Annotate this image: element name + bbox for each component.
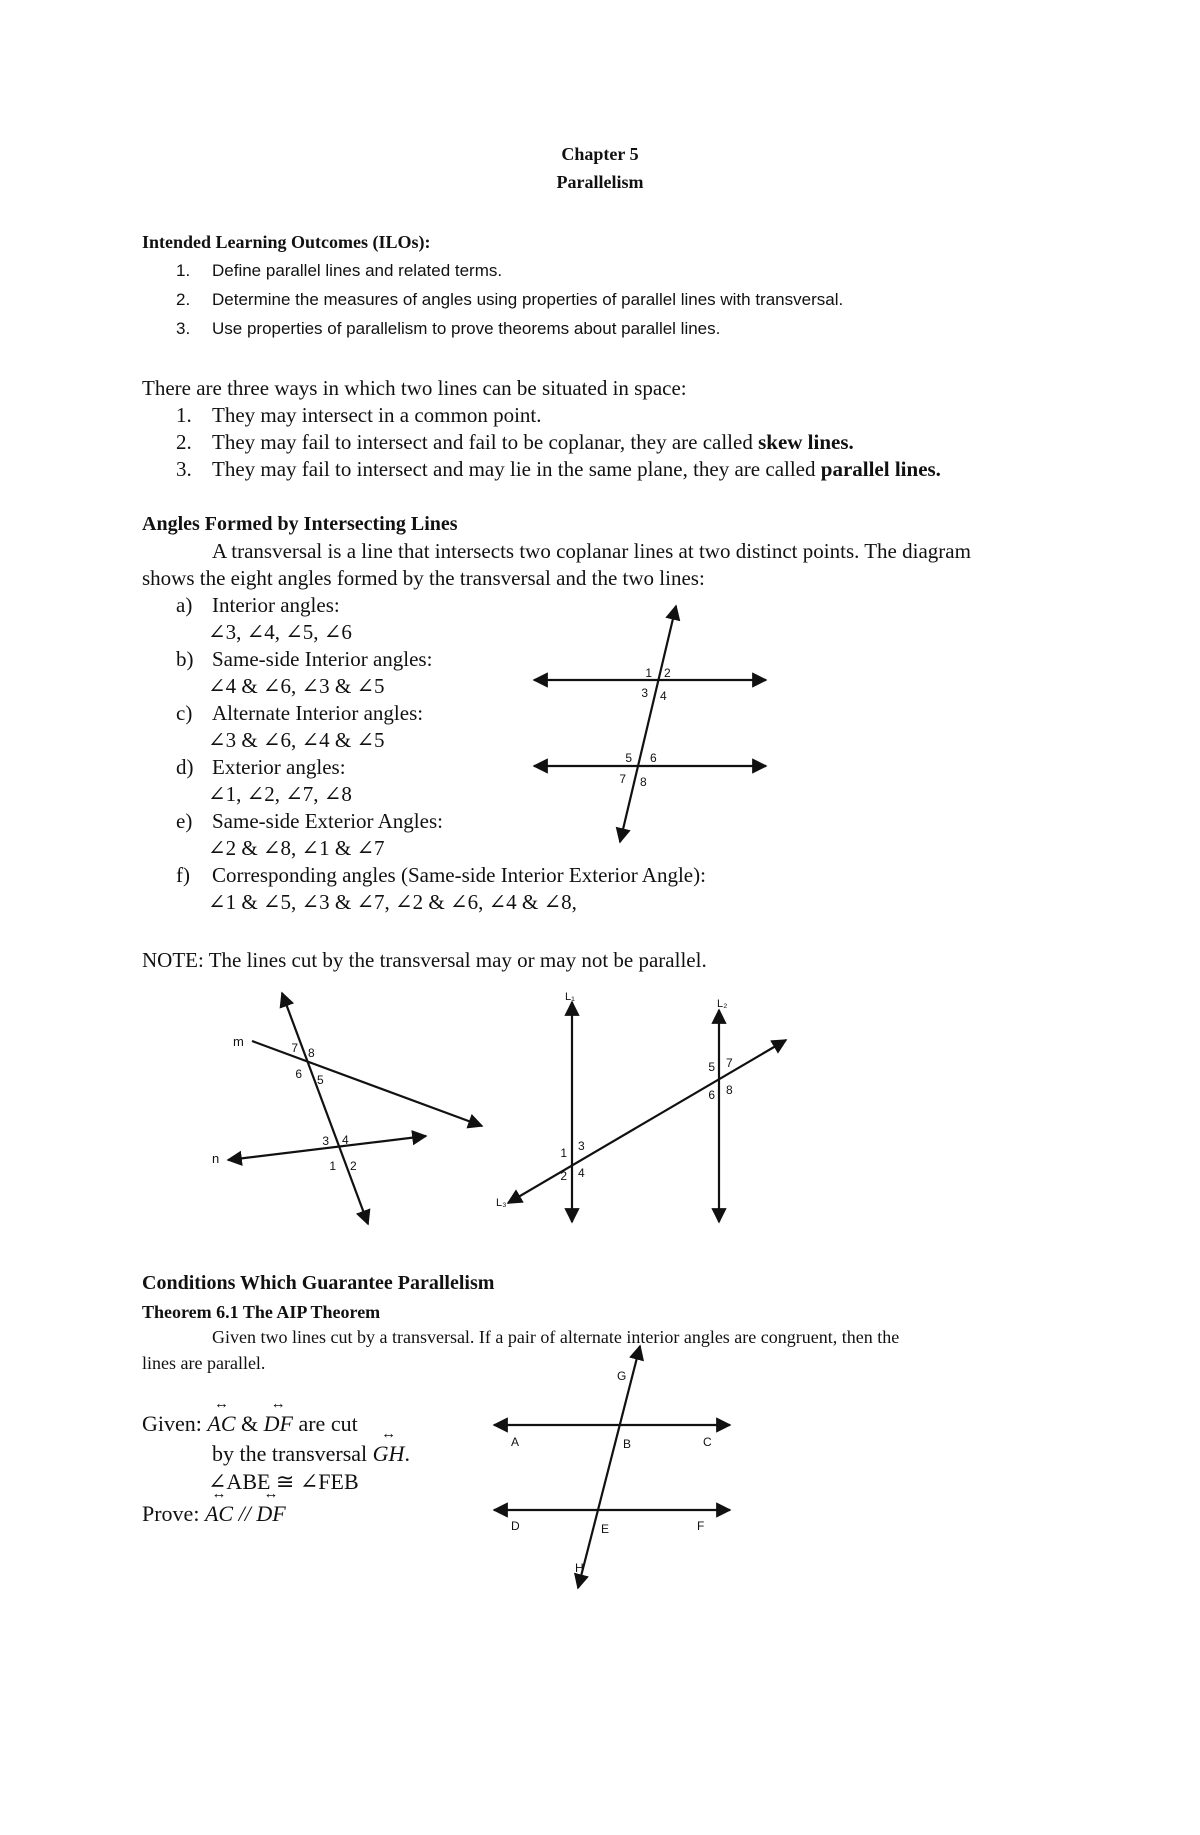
angle-label: 7: [619, 772, 626, 786]
line-ac: ↔ AC: [207, 1410, 235, 1438]
point-label: G: [617, 1369, 627, 1383]
chapter-title: Parallelism: [556, 172, 644, 192]
angle-item-value: ∠4 & ∠6, ∠3 & ∠5: [208, 674, 385, 698]
point-label: E: [601, 1522, 610, 1536]
angle-item-value: ∠2 & ∠8, ∠1 & ∠7: [208, 836, 385, 860]
line-label-n: n: [212, 1151, 220, 1166]
line-df: ↔ DF: [256, 1500, 285, 1528]
angle-item-label: Alternate Interior angles:: [212, 701, 424, 725]
theorem-statement-line: lines are parallel.: [142, 1353, 266, 1373]
ways-number: 3.: [176, 457, 192, 481]
prove-label: Prove:: [142, 1501, 205, 1526]
line-label-L3: L₃: [496, 1197, 507, 1209]
angle-label: 5: [625, 751, 632, 765]
point-label: D: [511, 1519, 520, 1533]
line-ac: ↔ AC: [205, 1500, 233, 1528]
ways-intro: There are three ways in which two lines can be situated in space:: [142, 376, 687, 400]
ilo-number: 1.: [176, 261, 191, 280]
angle-item-letter: a): [176, 593, 193, 617]
ways-item: They may intersect in a common point.: [212, 403, 542, 427]
angle-label: 6: [708, 1088, 715, 1102]
ways-item-text: They may fail to intersect and fail to be coplanar, they are called: [212, 430, 759, 454]
angle-label: 1: [560, 1146, 567, 1160]
angles-paragraph-line: A transversal is a line that intersects two coplanar lines at two distinct points. The diagram: [212, 539, 971, 563]
angles-heading: Angles Formed by Intersecting Lines: [142, 513, 458, 535]
angle-item-label: Same-side Interior angles:: [212, 647, 433, 671]
angle-label: 8: [640, 775, 647, 789]
are-cut-text: are cut: [292, 1411, 358, 1436]
angle-label: 2: [560, 1169, 567, 1183]
angle-item-label: Corresponding angles (Same-side Interior Exterior Angle):: [212, 863, 706, 887]
line-df: ↔ DF: [264, 1410, 293, 1438]
conditions-heading: Conditions Which Guarantee Parallelism: [142, 1272, 495, 1294]
angle-item-letter: d): [176, 755, 194, 779]
congruence-statement: ∠ABE ≅ ∠FEB: [208, 1469, 359, 1494]
ways-number: 1.: [176, 403, 192, 427]
ilo-number: 3.: [176, 319, 191, 338]
angle-label: 8: [308, 1046, 315, 1060]
angle-item-letter: b): [176, 647, 194, 671]
ilo-text: Define parallel lines and related terms.: [212, 261, 503, 280]
angle-label: 7: [726, 1056, 733, 1070]
angle-label: 3: [578, 1139, 585, 1153]
line-label-L1: L₁: [565, 991, 575, 1003]
term-skew-lines: skew lines.: [758, 430, 854, 454]
angles-paragraph-line: shows the eight angles formed by the transversal and the two lines:: [142, 566, 705, 590]
angle-label: 4: [660, 689, 667, 703]
angle-item-letter: f): [176, 863, 190, 887]
angle-item-label: Interior angles:: [212, 593, 340, 617]
point-label: F: [697, 1519, 705, 1533]
angle-label: 3: [641, 686, 648, 700]
period: .: [404, 1441, 410, 1466]
transversal-gh: [578, 1346, 640, 1588]
angle-label: 5: [708, 1060, 715, 1074]
line-label-L2: L₂: [717, 998, 728, 1010]
by-transversal-text: by the transversal: [212, 1441, 373, 1466]
angle-item-letter: e): [176, 809, 193, 833]
angle-item-value: ∠1 & ∠5, ∠3 & ∠7, ∠2 & ∠6, ∠4 & ∠8,: [208, 890, 577, 914]
ampersand: &: [235, 1411, 264, 1436]
angle-label: 2: [350, 1159, 357, 1173]
angle-label: 6: [650, 751, 657, 765]
angle-label: 2: [664, 666, 671, 680]
angle-item-letter: c): [176, 701, 193, 725]
angle-item-value: ∠3 & ∠6, ∠4 & ∠5: [208, 728, 385, 752]
theorem-title: Theorem 6.1 The AIP Theorem: [142, 1302, 381, 1322]
ilos-heading: Intended Learning Outcomes (ILOs):: [142, 232, 431, 252]
parallel-sign: //: [233, 1501, 257, 1526]
angle-label: 1: [329, 1159, 336, 1173]
line-label-m: m: [233, 1034, 244, 1049]
ways-number: 2.: [176, 430, 192, 454]
ilo-text: Use properties of parallelism to prove theorems about parallel lines.: [212, 319, 721, 338]
point-label: H: [575, 1561, 584, 1575]
theorem-statement-line: Given two lines cut by a transversal. If a pair of alternate interior angles are congruent, then the: [212, 1327, 900, 1347]
angle-label: 3: [322, 1134, 329, 1148]
angle-item-label: Same-side Exterior Angles:: [212, 809, 443, 833]
angle-item-value: ∠1, ∠2, ∠7, ∠8: [208, 782, 352, 806]
term-parallel-lines: parallel lines.: [820, 457, 941, 481]
point-label: A: [511, 1435, 520, 1449]
point-label: B: [623, 1437, 632, 1451]
ways-item-text: They may fail to intersect and may lie in the same plane, they are called: [212, 457, 821, 481]
ilo-number: 2.: [176, 290, 191, 309]
angle-label: 6: [295, 1067, 302, 1081]
given-label: Given:: [142, 1411, 208, 1436]
line-gh: ↔ GH: [373, 1440, 405, 1468]
angle-label: 7: [291, 1041, 298, 1055]
angle-label: 8: [726, 1083, 733, 1097]
ilo-text: Determine the measures of angles using properties of parallel lines with transversal.: [212, 290, 844, 309]
angle-label: 1: [645, 666, 652, 680]
chapter-number: Chapter 5: [561, 144, 639, 164]
point-label: C: [703, 1435, 712, 1449]
angle-label: 5: [317, 1073, 324, 1087]
angle-item-value: ∠3, ∠4, ∠5, ∠6: [208, 620, 352, 644]
angle-label: 4: [578, 1166, 585, 1180]
note: NOTE: The lines cut by the transversal may or may not be parallel.: [142, 948, 707, 972]
angle-label: 4: [342, 1133, 349, 1147]
angle-item-label: Exterior angles:: [212, 755, 346, 779]
